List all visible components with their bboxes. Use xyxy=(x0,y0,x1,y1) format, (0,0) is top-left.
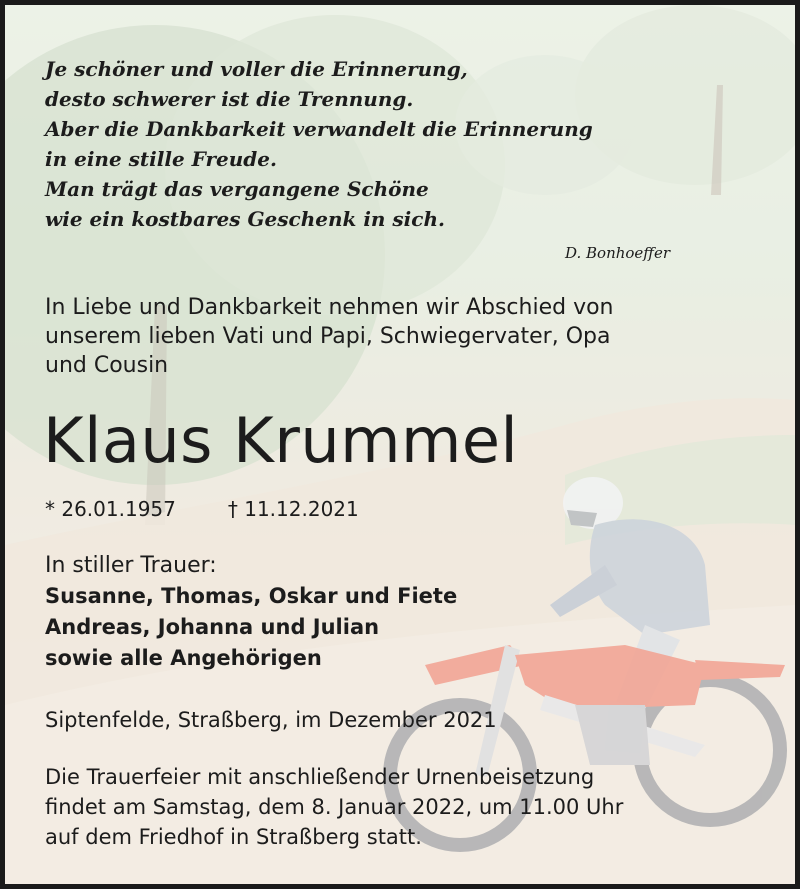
funeral-line: findet am Samstag, dem 8. Januar 2022, um 11.00 Uhr xyxy=(45,795,624,819)
mourner-line: sowie alle Angehörigen xyxy=(45,646,322,670)
quote-author: D. Bonhoeffer xyxy=(565,244,670,262)
funeral-line: auf dem Friedhof in Straßberg statt. xyxy=(45,825,422,849)
intro-line: In Liebe und Dankbarkeit nehmen wir Abschied von xyxy=(45,295,614,320)
intro-line: unserem lieben Vati und Papi, Schwiegervater, Opa xyxy=(45,324,611,349)
bonhoeffer-quote xyxy=(45,54,593,234)
quote-line: in eine stille Freude. xyxy=(45,147,277,171)
mourners xyxy=(45,550,457,674)
intro-text xyxy=(45,293,614,380)
funeral-line: Die Trauerfeier mit anschließender Urnenbeisetzung xyxy=(45,765,595,789)
place-date: Siptenfelde, Straßberg, im Dezember 2021 xyxy=(45,708,497,732)
funeral-info xyxy=(45,762,623,852)
life-dates xyxy=(45,495,359,523)
deceased-name: Klaus Krummel xyxy=(43,404,519,477)
quote-line: Je schöner und voller die Erinnerung, xyxy=(45,57,468,81)
quote-line: wie ein kostbares Geschenk in sich. xyxy=(45,207,445,231)
mourners-heading: In stiller Trauer: xyxy=(45,553,217,578)
quote-line: Aber die Dankbarkeit verwandelt die Erinnerung xyxy=(45,117,593,141)
death-date: † 11.12.2021 xyxy=(227,497,359,521)
mourner-line: Andreas, Johanna und Julian xyxy=(45,615,380,639)
intro-line: und Cousin xyxy=(45,353,169,378)
quote-line: Man trägt das vergangene Schöne xyxy=(45,177,429,201)
mourner-line: Susanne, Thomas, Oskar und Fiete xyxy=(45,584,458,608)
birth-date: * 26.01.1957 xyxy=(45,497,176,521)
quote-line: desto schwerer ist die Trennung. xyxy=(45,87,414,111)
